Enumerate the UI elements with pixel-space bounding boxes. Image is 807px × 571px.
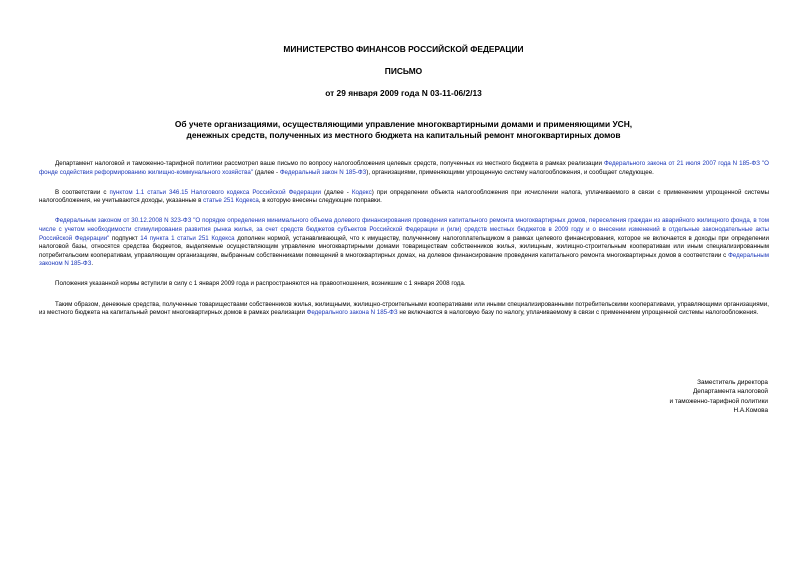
link-federal-law-323[interactable]: Федеральным законом от 30.12.2008 N 323-ФЗ "О порядке определения минимального объема долевого финансирования проведения капитального ремонта многоквартирных домов, переселения граждан из аварийного жилищного фонда, в том числе с учетом необходимости стимулирования развития рынка жилья, за счет средств бюджетов субъектов Российской Федерации и (или) средств местных бюджетов в 2009 году и о внесении изменений в отдельные законодательные акты Российской Федерации" bbox=[39, 217, 769, 242]
paragraph-1-text-2: (далее - bbox=[253, 168, 280, 176]
paragraph-5-text-2: не включаются в налоговую базу по налогу, уплачиваемому в связи с применением упрощенной системы налогообложения. bbox=[397, 309, 759, 317]
document-type: ПИСЬМО bbox=[384, 66, 423, 76]
paragraph-2-text-2: (далее - bbox=[321, 188, 352, 196]
paragraph-3 bbox=[39, 217, 769, 269]
signature-block bbox=[670, 378, 768, 415]
paragraph-3-text-2: дополнен нормой, устанавливающей, что к имуществу, полученному налогоплательщиком в рамках целевого финансирования, которое не включается в доходы при определении налоговой базы, относятся средства бюджетов, выделяемые осуществляющим управление многоквартирными домами товариществам собственников жилья, жилищным, жилищно-строительным кооперативам или иным специализированным потребительским кооперативам, управляющим организациям, выбранным собственниками помещений в многоквартирных домах, на долевое финансирование проведения капитального ремонта многоквартирных домов в соответствии с bbox=[39, 234, 769, 259]
paragraph-1 bbox=[39, 160, 769, 177]
link-federal-law-185[interactable]: Федерального закона от 21 июля 2007 года N 185-ФЗ "О фонде содействия реформированию жилищно-коммунального хозяйства" bbox=[39, 160, 769, 176]
signature-position-2: Департамента налоговой bbox=[692, 388, 768, 396]
paragraph-4 bbox=[39, 280, 769, 289]
paragraph-2-text-4: , в которую внесены следующие поправки. bbox=[258, 197, 382, 205]
document-body bbox=[39, 160, 769, 329]
paragraph-3-text-3: . bbox=[91, 260, 94, 268]
link-article-251-item-14[interactable]: 14 пункта 1 статьи 251 Кодекса bbox=[140, 234, 235, 242]
link-tax-code-article-346-15[interactable]: пунктом 1.1 статьи 346.15 Налогового кодекса Российской Федерации bbox=[109, 188, 321, 196]
signature-position-1: Заместитель директора bbox=[697, 379, 768, 386]
paragraph-5 bbox=[39, 301, 769, 318]
paragraph-1-text-1: Департамент налоговой и таможенно-тарифной политики рассмотрел ваше письмо по вопросу налогообложения целевых средств, полученных из местного бюджета в рамках реализации bbox=[55, 160, 604, 167]
subject-line-2: денежных средств, полученных из местного бюджета на капитальный ремонт многоквартирных домов bbox=[186, 130, 621, 140]
document-date: от 29 января 2009 года N 03-11-06/2/13 bbox=[325, 88, 482, 98]
link-federal-law-185-final[interactable]: Федерального закона N 185-ФЗ bbox=[306, 309, 398, 317]
paragraph-2 bbox=[39, 189, 769, 206]
paragraph-2-text-1: В соответствии с bbox=[55, 188, 110, 196]
link-federal-law-185-short[interactable]: Федеральный закон N 185-ФЗ bbox=[279, 168, 367, 176]
paragraph-2-text-3: ) при определении объекта налогообложения при исчислении налога, уплачиваемого в связи с применением упрощенной системы налогообложения, не учитываются доходы, указанные в bbox=[39, 188, 770, 205]
document-subject bbox=[100, 119, 707, 141]
ministry-title: МИНИСТЕРСТВО ФИНАНСОВ РОССИЙСКОЙ ФЕДЕРАЦИИ bbox=[283, 44, 524, 54]
subject-line-1: Об учете организациями, осуществляющими управление многоквартирными домами и применяющими УСН, bbox=[174, 119, 633, 129]
paragraph-5-text-1: Таким образом, денежные средства, полученные товариществами собственников жилья, жилищными, жилищно-строительными кооперативами или иными специализированными потребительскими кооперативами, управляющими организациями, из местного бюджета на капитальный ремонт многоквартирных домов в рамках реализации bbox=[39, 300, 769, 317]
paragraph-1-text-3: ), организациями, применяющими упрощенную систему налогообложения, и сообщает следующее. bbox=[366, 168, 654, 176]
link-tax-code[interactable]: Кодекс bbox=[351, 188, 372, 196]
signature-name: Н.А.Комова bbox=[733, 406, 768, 414]
link-federal-law-185-ref[interactable]: Федеральным законом N 185-ФЗ bbox=[39, 251, 769, 268]
paragraph-4-text-1: Положения указанной нормы вступили в силу с 1 января 2009 года и распространяются на правоотношения, возникшие с 1 января 2008 года. bbox=[55, 280, 466, 288]
signature-position-3: и таможенно-тарифной политики bbox=[669, 397, 768, 405]
paragraph-3-text-1: подпункт bbox=[109, 234, 141, 242]
link-article-251[interactable]: статье 251 Кодекса bbox=[203, 197, 259, 205]
